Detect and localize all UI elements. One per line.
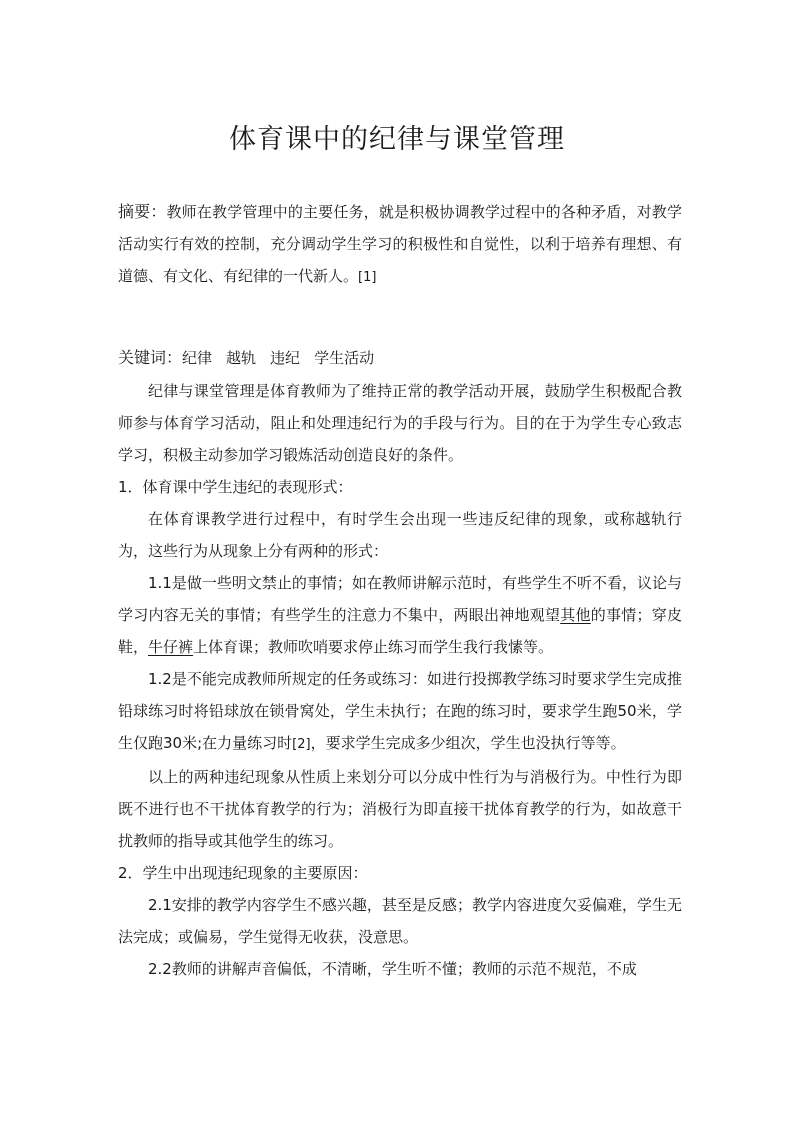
abstract-text: 教师在教学管理中的主要任务，就是积极协调教学过程中的各种矛盾，对教学活动实行有效的控制，充分调动学生学习的积极性和自觉性，以利于培养有理想、有道德、有文化、有纪律的一代新人。 [118,203,682,285]
section-heading-1: 1．体育课中学生违纪的表现形式： [118,478,353,496]
paragraph-text: 1.1是做一些明文禁止的事情；如在教师讲解示范时，有些学生不听不看，议论与学习内容无关的事情；有些学生的注意力不集中，两眼出神地观望 [118,574,682,624]
paragraph-text: ，要求学生完成多少组次，学生也没执行等等。 [310,734,626,752]
paragraph-text: 1.2是不能完成教师所规定的任务或练习：如进行投掷教学练习时要求学生完成推铅球练习时将铅球放在锁骨窝处，学生未执行；在跑的练习时，要求学生跑50米，学生仅跑30米;在力量练习时 [118,670,682,752]
citation-ref: [2] [292,737,311,752]
abstract-paragraph [118,196,682,294]
document-title: 体育课中的纪律与课堂管理 [229,124,565,155]
keyword: 学生活动 [314,349,375,367]
keyword: 纪律 [182,349,213,367]
keywords-section [118,342,682,374]
paragraph-text: 上体育课；教师吹哨要求停止练习而学生我行我愫等。 [193,638,554,656]
underlined-term: 牛仔裤 [148,638,194,656]
intro-paragraph: 纪律与课堂管理是体育教师为了维持正常的教学活动开展，鼓励学生积极配合教师参与体育学习活动，阻止和处理违纪行为的手段与行为。目的在于为学生专心致志学习，积极主动参加学习锻炼活动创造良好的条件。 [118,382,682,464]
paragraph-1: 在体育课教学进行过程中，有时学生会出现一些违反纪律的现象，或称越轨行为，这些行为从现象上分有两种的形式： [118,510,682,560]
abstract-section [118,196,682,294]
underlined-term: 其他 [560,606,591,624]
body-section [118,375,682,985]
paragraph-1-2 [118,663,682,761]
keyword: 违纪 [270,349,301,367]
keywords-line [118,342,682,374]
abstract-label: 摘要： [118,202,167,221]
section-heading-2: 2．学生中出现违纪现象的主要原因： [118,864,368,882]
paragraph-1-1 [118,567,682,663]
keyword: 越轨 [226,349,257,367]
paragraph-text: 的事情；穿皮鞋， [118,606,682,656]
paragraph-1-3: 以上的两种违纪现象从性质上来划分可以分成中性行为与消极行为。中性行为即既不进行也不干扰体育教学的行为；消极行为即直接干扰体育教学的行为，如故意干扰教师的指导或其他学生的练习。 [118,768,682,850]
citation-ref: [1] [358,270,377,285]
paragraph-2-1: 2.1安排的教学内容学生不感兴趣，甚至是反感；教学内容进度欠妥偏难，学生无法完成；或偏易，学生觉得无收获，没意思。 [118,896,682,946]
keywords-label: 关键词： [118,348,183,367]
paragraph-2-2: 2.2教师的讲解声音偏低，不清晰，学生听不懂；教师的示范不规范，不成 [148,960,637,978]
